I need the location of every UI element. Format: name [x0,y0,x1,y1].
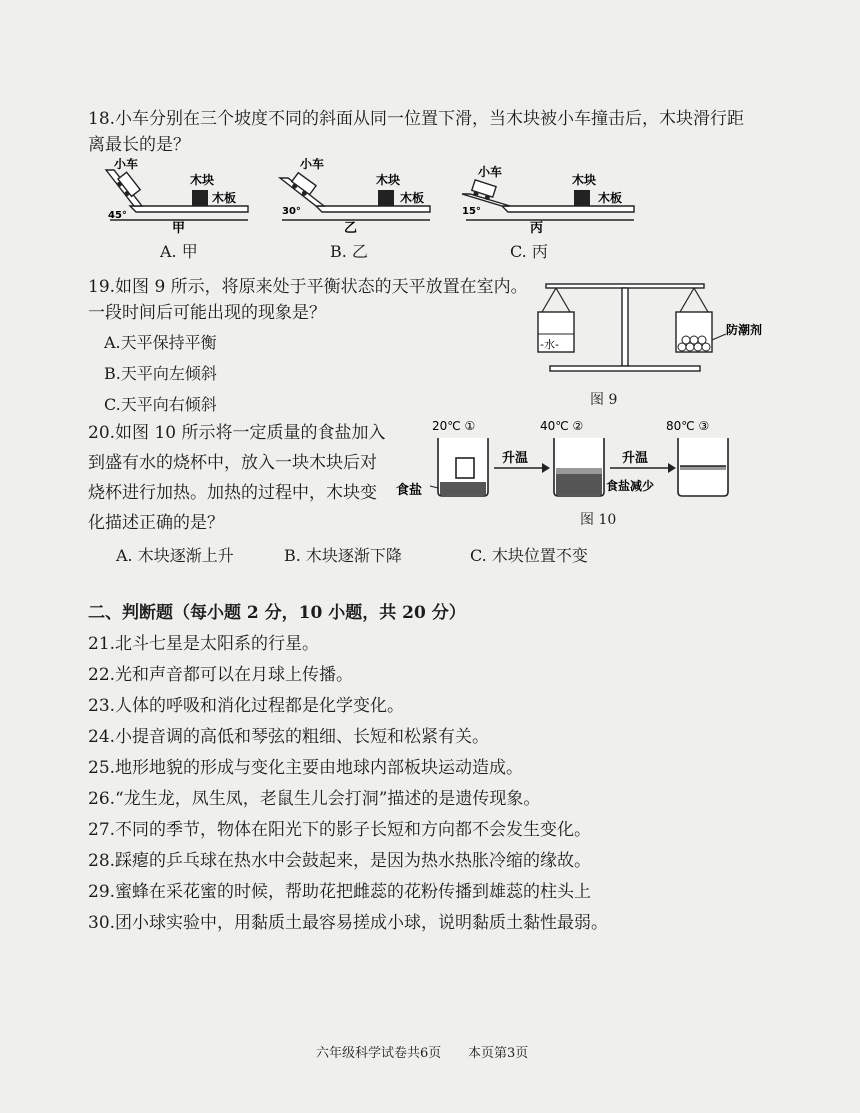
fig10-salt-less-label: 食盐减少 [606,479,655,493]
q19-option-a: A.天平保持平衡 [104,333,217,352]
q18-fig-c-car: 小车 [478,165,503,179]
q18-fig-a-tag: 甲 [172,221,186,236]
fig10-beaker-1-label: 20℃ ① [432,419,476,433]
q18-fig-b-block: 木块 [376,173,401,187]
q18-fig-a-angle: 45° [108,210,127,221]
judge-item-30: 30.团小球实验中，用黏质土最容易搓成小球，说明黏质土黏性最弱。 [88,913,609,933]
q18-fig-a-block: 木块 [190,173,215,187]
judge-item-27: 27.不同的季节，物体在阳光下的影子长短和方向都不会发生变化。 [88,820,592,840]
q18-figure-a [106,158,248,236]
section2-title: 二、判断题（每小题 2 分，10 小题，共 20 分） [88,603,466,623]
judge-item-26: 26.“龙生龙，凤生凤，老鼠生儿会打洞”描述的是遗传现象。 [88,789,541,809]
q18-line-1: 18.小车分别在三个坡度不同的斜面从同一位置下滑，当木块被小车撞击后，木块滑行距 [88,109,745,129]
q18-figures [100,158,660,238]
q18-fig-a-car: 小车 [114,158,139,171]
judge-item-29: 29.蜜蜂在采花蜜的时候，帮助花把雌蕊的花粉传播到雄蕊的柱头上 [88,882,592,902]
footer-page-number: 本页第3页 [468,1046,529,1061]
judge-item-25: 25.地形地貌的形成与变化主要由地球内部板块运动造成。 [88,758,524,778]
q19-line-2: 一段时间后可能出现的现象是？ [88,303,326,323]
fig10-beaker-2-label: 40℃ ② [540,419,584,433]
footer-total-pages: 六年级科学试卷共6页 [316,1046,442,1061]
q18-option-a: A. 甲 [160,242,198,261]
fig10-salt-label: 食盐 [396,483,423,498]
q18-figure-c [462,164,634,236]
q20-option-a: A. 木块逐渐上升 [116,546,234,565]
q18-fig-b-car: 小车 [300,158,325,171]
q20-line-2: 到盛有水的烧杯中，放入一块木块后对 [88,453,377,473]
q18-option-b: B. 乙 [330,242,368,261]
fig10-heat-label-1: 升温 [502,451,529,466]
q20-line-3: 烧杯进行加热。加热的过程中，木块变 [88,483,377,503]
fig10-beaker-3-label: 80℃ ③ [666,419,710,433]
q20-option-b: B. 木块逐渐下降 [284,546,402,565]
q19-option-b: B.天平向左倾斜 [104,364,217,383]
fig9-balance [522,276,762,386]
fig10-caption: 图 10 [580,512,617,528]
q19-option-c: C.天平向右倾斜 [104,395,217,414]
q18-fig-c-tag: 丙 [530,221,544,236]
q18-fig-b-board: 木板 [400,191,425,205]
q18-option-c: C. 丙 [510,242,548,261]
judge-item-24: 24.小提音调的高低和琴弦的粗细、长短和松紧有关。 [88,727,490,747]
fig9-desiccant-label: 防潮剂 [726,323,762,337]
q20-line-1: 20.如图 10 所示将一定质量的食盐加入 [88,423,386,443]
judge-item-28: 28.踩瘪的乒乓球在热水中会鼓起来，是因为热水热胀冷缩的缘故。 [88,851,592,871]
q18-fig-c-angle: 15° [462,206,481,217]
q20-line-4: 化描述正确的是？ [88,513,224,533]
q18-figure-b [280,158,430,236]
judge-item-23: 23.人体的呼吸和消化过程都是化学变化。 [88,696,405,716]
judge-item-22: 22.光和声音都可以在月球上传播。 [88,665,354,685]
q19-line-1: 19.如图 9 所示，将原来处于平衡状态的天平放置在室内。 [88,277,528,297]
fig9-caption: 图 9 [590,392,618,408]
q18-line-2: 离最长的是？ [88,135,190,155]
q18-fig-b-tag: 乙 [344,221,358,236]
fig9-water-label: -水- [540,338,559,351]
q18-fig-c-block: 木块 [572,173,597,187]
q18-fig-b-angle: 30° [282,206,301,217]
q18-fig-c-board: 木板 [598,191,623,205]
fig10-beakers [390,416,740,506]
q18-fig-a-board: 木板 [212,191,237,205]
fig10-heat-label-2: 升温 [622,451,649,466]
judge-item-21: 21.北斗七星是太阳系的行星。 [88,634,320,654]
q20-option-c: C. 木块位置不变 [470,546,588,565]
